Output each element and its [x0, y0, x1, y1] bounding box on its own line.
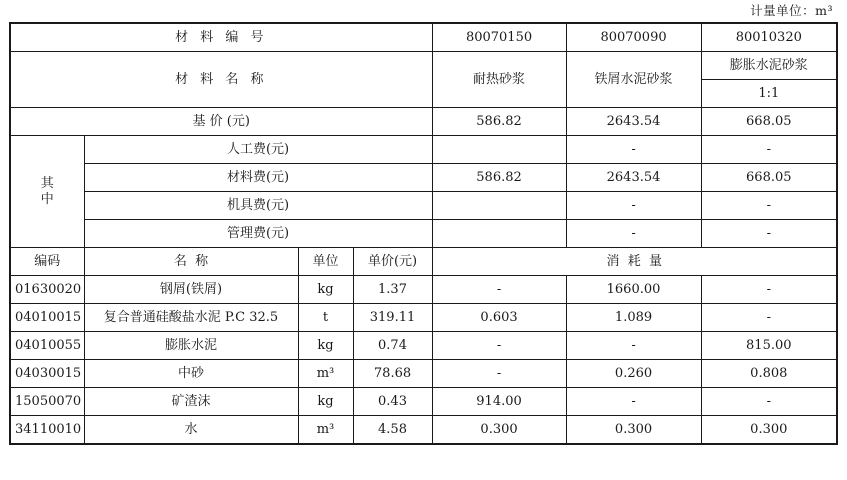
row-qty-2: 1660.00 [566, 276, 701, 304]
including-label-bottom: 中 [40, 191, 54, 207]
row-code: 04010015 [10, 304, 84, 332]
row-qty-3: 0.300 [701, 416, 837, 445]
material-name-3: 膨胀水泥砂浆 [701, 52, 837, 80]
table-row [10, 416, 837, 445]
row-name: 钢屑(铁屑) [84, 276, 298, 304]
row-qty-1: - [432, 360, 566, 388]
material-code-1: 80070150 [432, 23, 566, 52]
row-qty-3: - [701, 304, 837, 332]
base-price-label: 基 价 (元) [10, 108, 432, 136]
unit-note: 计量单位：m³ [750, 3, 833, 18]
material-name-label: 材 料 名 称 [10, 52, 432, 108]
row-qty-2: 1.089 [566, 304, 701, 332]
row-name: 中砂 [84, 360, 298, 388]
material-cost-1: 586.82 [432, 164, 566, 192]
row-name: 水 [84, 416, 298, 445]
row-name: 矿渣沫 [84, 388, 298, 416]
labor-cost-1 [432, 136, 566, 164]
row-qty-3: 815.00 [701, 332, 837, 360]
machine-cost-row [10, 192, 837, 220]
machine-cost-3: - [701, 192, 837, 220]
row-unit: kg [298, 332, 353, 360]
row-qty-2: - [566, 388, 701, 416]
row-price: 319.11 [353, 304, 432, 332]
management-cost-1 [432, 220, 566, 248]
material-cost-label: 材料费(元) [84, 164, 432, 192]
detail-consumption-header: 消 耗 量 [432, 248, 837, 276]
row-unit: m³ [298, 360, 353, 388]
row-price: 0.43 [353, 388, 432, 416]
detail-name-header: 名 称 [84, 248, 298, 276]
material-code-2: 80070090 [566, 23, 701, 52]
labor-cost-row [10, 136, 837, 164]
material-code-row [10, 23, 837, 52]
material-code-3: 80010320 [701, 23, 837, 52]
row-qty-3: - [701, 388, 837, 416]
table-row [10, 304, 837, 332]
labor-cost-3: - [701, 136, 837, 164]
base-price-3: 668.05 [701, 108, 837, 136]
row-qty-1: 914.00 [432, 388, 566, 416]
machine-cost-2: - [566, 192, 701, 220]
row-qty-1: - [432, 332, 566, 360]
management-cost-label: 管理费(元) [84, 220, 432, 248]
row-unit: kg [298, 388, 353, 416]
material-ratio-3: 1:1 [701, 80, 837, 108]
row-unit: t [298, 304, 353, 332]
row-price: 1.37 [353, 276, 432, 304]
detail-unit-header: 单位 [298, 248, 353, 276]
management-cost-3: - [701, 220, 837, 248]
row-qty-3: - [701, 276, 837, 304]
base-price-2: 2643.54 [566, 108, 701, 136]
management-cost-row [10, 220, 837, 248]
row-price: 78.68 [353, 360, 432, 388]
row-name: 复合普通硅酸盐水泥 P.C 32.5 [84, 304, 298, 332]
detail-code-header: 编码 [10, 248, 84, 276]
row-price: 4.58 [353, 416, 432, 445]
material-cost-3: 668.05 [701, 164, 837, 192]
row-code: 15050070 [10, 388, 84, 416]
row-qty-2: 0.260 [566, 360, 701, 388]
including-label-top: 其 [40, 175, 54, 191]
material-cost-2: 2643.54 [566, 164, 701, 192]
detail-price-header: 单价(元) [353, 248, 432, 276]
row-code: 01630020 [10, 276, 84, 304]
row-qty-1: 0.300 [432, 416, 566, 445]
material-code-label: 材 料 编 号 [10, 23, 432, 52]
row-qty-2: - [566, 332, 701, 360]
row-unit: kg [298, 276, 353, 304]
detail-header-row [10, 248, 837, 276]
table-row [10, 332, 837, 360]
row-qty-3: 0.808 [701, 360, 837, 388]
table-row [10, 388, 837, 416]
row-unit: m³ [298, 416, 353, 445]
material-name-row [10, 52, 837, 80]
row-qty-2: 0.300 [566, 416, 701, 445]
table-row [10, 360, 837, 388]
row-code: 34110010 [10, 416, 84, 445]
row-qty-1: 0.603 [432, 304, 566, 332]
material-name-1: 耐热砂浆 [432, 52, 566, 108]
base-price-row [10, 108, 837, 136]
row-code: 04010055 [10, 332, 84, 360]
labor-cost-2: - [566, 136, 701, 164]
row-qty-1: - [432, 276, 566, 304]
machine-cost-1 [432, 192, 566, 220]
table-row [10, 276, 837, 304]
row-name: 膨胀水泥 [84, 332, 298, 360]
material-cost-row [10, 164, 837, 192]
quota-table [9, 22, 838, 445]
machine-cost-label: 机具费(元) [84, 192, 432, 220]
management-cost-2: - [566, 220, 701, 248]
material-name-2: 铁屑水泥砂浆 [566, 52, 701, 108]
labor-cost-label: 人工费(元) [84, 136, 432, 164]
including-label [10, 136, 84, 248]
base-price-1: 586.82 [432, 108, 566, 136]
row-price: 0.74 [353, 332, 432, 360]
row-code: 04030015 [10, 360, 84, 388]
